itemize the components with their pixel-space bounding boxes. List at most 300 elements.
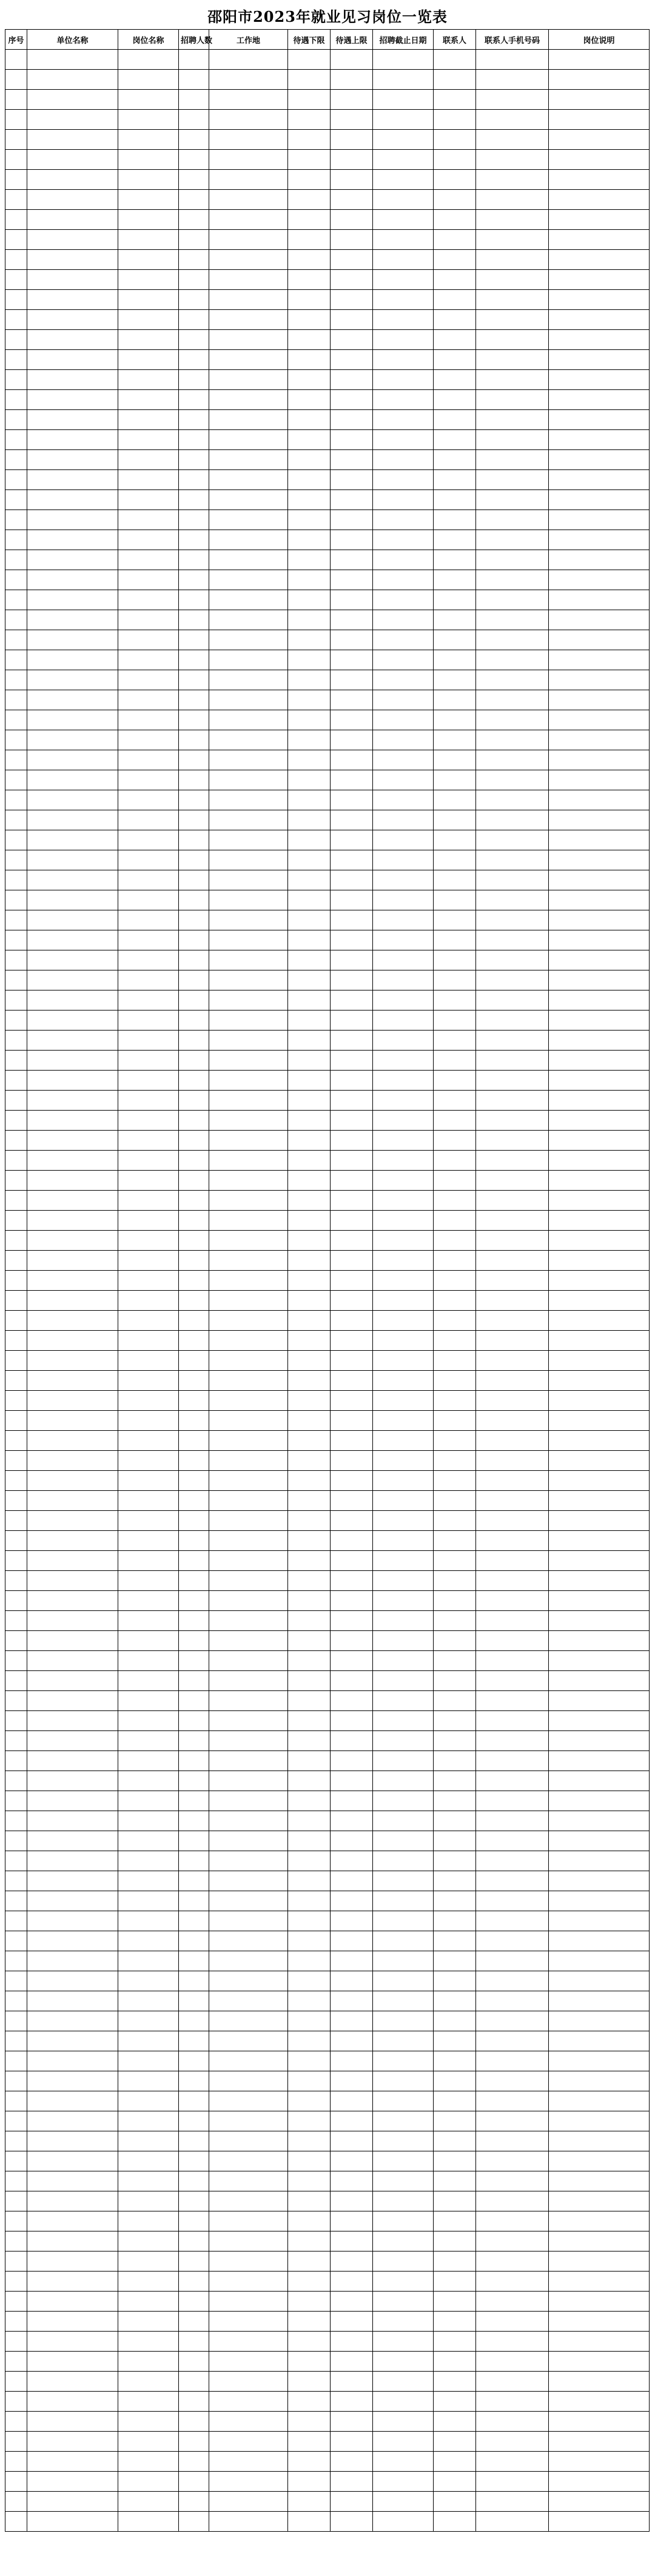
table-cell: [5, 2171, 27, 2191]
table-cell: [179, 610, 209, 630]
table-cell: [27, 330, 118, 350]
table-row: [5, 1831, 650, 1851]
table-cell: [27, 770, 118, 790]
table-cell: [179, 530, 209, 550]
table-cell: [27, 1031, 118, 1051]
table-cell: [434, 1631, 476, 1651]
table-row: [5, 650, 650, 670]
table-cell: [549, 1171, 650, 1191]
table-cell: [179, 870, 209, 890]
table-cell: [209, 1151, 288, 1171]
table-cell: [288, 1891, 331, 1911]
table-cell: [373, 1931, 434, 1951]
table-cell: [179, 110, 209, 130]
table-row: [5, 1091, 650, 1111]
table-cell: [331, 1631, 373, 1651]
table-row: [5, 2472, 650, 2492]
table-cell: [118, 850, 179, 870]
table-row: [5, 390, 650, 410]
table-cell: [331, 150, 373, 170]
table-cell: [209, 1851, 288, 1871]
table-cell: [209, 2031, 288, 2051]
table-cell: [27, 2131, 118, 2151]
table-cell: [434, 1951, 476, 1971]
table-cell: [118, 2171, 179, 2191]
table-cell: [179, 1751, 209, 1771]
table-cell: [5, 1091, 27, 1111]
table-cell: [434, 1851, 476, 1871]
table-cell: [434, 790, 476, 810]
table-cell: [373, 2312, 434, 2332]
table-cell: [434, 1091, 476, 1111]
table-cell: [179, 290, 209, 310]
table-cell: [118, 350, 179, 370]
table-row: [5, 1011, 650, 1031]
table-cell: [549, 1291, 650, 1311]
table-cell: [434, 310, 476, 330]
table-cell: [27, 2231, 118, 2251]
table-cell: [5, 870, 27, 890]
table-cell: [476, 2372, 549, 2392]
table-cell: [5, 1371, 27, 1391]
table-row: [5, 2452, 650, 2472]
table-cell: [288, 2472, 331, 2492]
table-cell: [27, 1391, 118, 1411]
table-cell: [118, 1131, 179, 1151]
table-cell: [27, 550, 118, 570]
table-cell: [5, 2231, 27, 2251]
table-cell: [27, 2512, 118, 2532]
table-cell: [118, 2312, 179, 2332]
table-cell: [5, 290, 27, 310]
table-cell: [331, 630, 373, 650]
table-cell: [373, 770, 434, 790]
table-cell: [118, 2051, 179, 2071]
table-cell: [549, 2091, 650, 2111]
table-cell: [179, 2251, 209, 2272]
table-cell: [179, 1411, 209, 1431]
table-cell: [288, 1711, 331, 1731]
table-cell: [549, 450, 650, 470]
header-phone: 联系人手机号码: [476, 30, 549, 50]
table-cell: [118, 1111, 179, 1131]
table-cell: [118, 2432, 179, 2452]
table-cell: [434, 1171, 476, 1191]
table-cell: [549, 1751, 650, 1771]
table-cell: [5, 2071, 27, 2091]
table-row: [5, 1851, 650, 1871]
table-cell: [5, 1011, 27, 1031]
table-row: [5, 270, 650, 290]
table-cell: [27, 390, 118, 410]
table-row: [5, 1571, 650, 1591]
table-cell: [549, 2051, 650, 2071]
table-cell: [331, 1171, 373, 1191]
table-cell: [476, 1231, 549, 1251]
table-cell: [209, 2312, 288, 2332]
table-cell: [373, 1971, 434, 1991]
table-cell: [27, 90, 118, 110]
table-cell: [331, 1551, 373, 1571]
table-cell: [331, 1191, 373, 1211]
table-cell: [179, 1231, 209, 1251]
table-cell: [179, 1331, 209, 1351]
table-cell: [331, 2352, 373, 2372]
table-cell: [549, 110, 650, 130]
table-cell: [331, 1011, 373, 1031]
table-cell: [27, 1971, 118, 1991]
table-cell: [476, 1091, 549, 1111]
table-row: [5, 1911, 650, 1931]
table-cell: [5, 2312, 27, 2332]
table-cell: [434, 330, 476, 350]
table-row: [5, 410, 650, 430]
table-cell: [179, 2372, 209, 2392]
table-cell: [118, 1391, 179, 1411]
table-cell: [331, 1871, 373, 1891]
table-cell: [476, 1991, 549, 2011]
table-cell: [434, 2111, 476, 2131]
table-row: [5, 1131, 650, 1151]
table-cell: [209, 410, 288, 430]
table-cell: [434, 1071, 476, 1091]
table-cell: [434, 1511, 476, 1531]
table-cell: [331, 650, 373, 670]
table-cell: [209, 2111, 288, 2131]
table-cell: [179, 930, 209, 950]
table-row: [5, 2312, 650, 2332]
table-cell: [331, 590, 373, 610]
table-cell: [434, 150, 476, 170]
table-cell: [549, 1031, 650, 1051]
table-cell: [434, 750, 476, 770]
table-cell: [331, 2312, 373, 2332]
table-cell: [179, 2272, 209, 2292]
table-cell: [5, 1611, 27, 1631]
table-cell: [373, 1271, 434, 1291]
table-cell: [118, 1611, 179, 1631]
table-cell: [5, 770, 27, 790]
table-row: [5, 1731, 650, 1751]
table-cell: [476, 2332, 549, 2352]
table-cell: [118, 450, 179, 470]
table-cell: [118, 190, 179, 210]
table-cell: [434, 1191, 476, 1211]
table-cell: [179, 470, 209, 490]
table-cell: [288, 1811, 331, 1831]
table-cell: [288, 690, 331, 710]
table-cell: [209, 2352, 288, 2372]
table-cell: [373, 690, 434, 710]
table-cell: [27, 2091, 118, 2111]
table-cell: [209, 1551, 288, 1571]
table-cell: [118, 230, 179, 250]
table-cell: [288, 670, 331, 690]
table-cell: [434, 1371, 476, 1391]
table-cell: [118, 1971, 179, 1991]
table-cell: [434, 1011, 476, 1031]
table-cell: [118, 50, 179, 70]
table-cell: [434, 2512, 476, 2532]
table-row: [5, 1171, 650, 1191]
table-cell: [209, 390, 288, 410]
table-cell: [288, 1371, 331, 1391]
table-cell: [288, 1251, 331, 1271]
table-row: [5, 1351, 650, 1371]
table-cell: [118, 1231, 179, 1251]
table-cell: [331, 1571, 373, 1591]
table-cell: [179, 730, 209, 750]
table-cell: [373, 490, 434, 510]
table-row: [5, 2432, 650, 2452]
table-cell: [179, 2131, 209, 2151]
table-cell: [549, 870, 650, 890]
table-cell: [373, 1811, 434, 1831]
table-row: [5, 230, 650, 250]
table-cell: [118, 1371, 179, 1391]
table-cell: [549, 1651, 650, 1671]
table-cell: [434, 530, 476, 550]
table-cell: [179, 1831, 209, 1851]
table-cell: [27, 650, 118, 670]
table-cell: [476, 1491, 549, 1511]
table-cell: [5, 1951, 27, 1971]
table-cell: [331, 810, 373, 830]
table-cell: [288, 2352, 331, 2372]
table-cell: [288, 630, 331, 650]
table-cell: [27, 510, 118, 530]
table-cell: [209, 50, 288, 70]
table-cell: [549, 1511, 650, 1531]
table-cell: [209, 1411, 288, 1431]
table-cell: [373, 1631, 434, 1651]
table-cell: [5, 390, 27, 410]
table-cell: [288, 2111, 331, 2131]
table-cell: [549, 1111, 650, 1131]
table-cell: [5, 1791, 27, 1811]
table-cell: [209, 1531, 288, 1551]
table-cell: [476, 2031, 549, 2051]
table-cell: [373, 1051, 434, 1071]
table-cell: [179, 2412, 209, 2432]
table-cell: [373, 610, 434, 630]
table-cell: [331, 290, 373, 310]
table-cell: [179, 1571, 209, 1591]
table-cell: [373, 370, 434, 390]
table-cell: [476, 1731, 549, 1751]
table-cell: [476, 850, 549, 870]
table-cell: [209, 710, 288, 730]
table-cell: [27, 130, 118, 150]
table-cell: [331, 1111, 373, 1131]
table-cell: [434, 1291, 476, 1311]
table-row: [5, 610, 650, 630]
table-cell: [434, 2031, 476, 2051]
table-cell: [179, 1731, 209, 1751]
table-cell: [476, 470, 549, 490]
table-row: [5, 970, 650, 990]
table-cell: [434, 2131, 476, 2151]
table-row: [5, 1251, 650, 1271]
table-row: [5, 1971, 650, 1991]
table-cell: [5, 1051, 27, 1071]
table-cell: [476, 330, 549, 350]
table-cell: [331, 1411, 373, 1431]
table-cell: [331, 1531, 373, 1551]
table-cell: [209, 2292, 288, 2312]
table-cell: [434, 2011, 476, 2031]
table-cell: [549, 1911, 650, 1931]
table-cell: [288, 710, 331, 730]
table-cell: [434, 2151, 476, 2171]
table-cell: [118, 1251, 179, 1271]
table-cell: [373, 550, 434, 570]
table-cell: [209, 1891, 288, 1911]
table-cell: [288, 890, 331, 910]
table-cell: [5, 1191, 27, 1211]
table-cell: [288, 90, 331, 110]
table-cell: [209, 270, 288, 290]
table-row: [5, 1931, 650, 1951]
table-cell: [549, 950, 650, 970]
table-cell: [476, 350, 549, 370]
table-cell: [434, 1991, 476, 2011]
table-cell: [288, 1991, 331, 2011]
table-cell: [288, 2512, 331, 2532]
table-cell: [288, 610, 331, 630]
table-cell: [27, 310, 118, 330]
table-cell: [288, 1611, 331, 1631]
table-cell: [373, 1111, 434, 1131]
table-cell: [209, 1511, 288, 1531]
table-cell: [549, 1791, 650, 1811]
table-cell: [118, 1351, 179, 1371]
table-cell: [209, 370, 288, 390]
table-cell: [549, 1931, 650, 1951]
table-cell: [476, 70, 549, 90]
table-cell: [288, 1771, 331, 1791]
table-cell: [373, 570, 434, 590]
table-cell: [373, 670, 434, 690]
table-cell: [373, 2111, 434, 2131]
table-cell: [476, 810, 549, 830]
table-cell: [118, 570, 179, 590]
table-cell: [288, 1171, 331, 1191]
table-cell: [5, 370, 27, 390]
table-cell: [118, 1511, 179, 1531]
table-cell: [179, 670, 209, 690]
table-header-row: [5, 30, 650, 50]
table-cell: [476, 2292, 549, 2312]
table-cell: [118, 90, 179, 110]
table-cell: [5, 990, 27, 1011]
table-cell: [434, 1611, 476, 1631]
table-cell: [209, 1991, 288, 2011]
table-cell: [209, 2091, 288, 2111]
table-cell: [5, 2352, 27, 2372]
table-cell: [179, 50, 209, 70]
table-row: [5, 2171, 650, 2191]
table-cell: [27, 2151, 118, 2171]
table-cell: [5, 630, 27, 650]
table-cell: [118, 1071, 179, 1091]
table-cell: [476, 2131, 549, 2151]
table-cell: [179, 2512, 209, 2532]
table-cell: [288, 410, 331, 430]
table-cell: [209, 2231, 288, 2251]
table-cell: [549, 1871, 650, 1891]
table-cell: [27, 1371, 118, 1391]
table-row: [5, 770, 650, 790]
table-cell: [476, 830, 549, 850]
table-row: [5, 2512, 650, 2532]
table-cell: [179, 1511, 209, 1531]
table-cell: [434, 910, 476, 930]
table-cell: [434, 990, 476, 1011]
table-cell: [118, 2071, 179, 2091]
table-cell: [179, 1311, 209, 1331]
table-cell: [179, 2191, 209, 2211]
table-cell: [209, 870, 288, 890]
table-cell: [549, 370, 650, 390]
table-cell: [476, 110, 549, 130]
table-cell: [209, 590, 288, 610]
table-cell: [331, 1671, 373, 1691]
table-cell: [5, 1871, 27, 1891]
table-cell: [476, 410, 549, 430]
table-cell: [476, 430, 549, 450]
table-cell: [118, 290, 179, 310]
table-cell: [476, 1611, 549, 1631]
table-cell: [476, 1391, 549, 1411]
table-cell: [434, 1431, 476, 1451]
table-cell: [373, 1991, 434, 2011]
table-cell: [288, 2412, 331, 2432]
table-cell: [288, 1751, 331, 1771]
table-cell: [434, 1131, 476, 1151]
table-cell: [434, 670, 476, 690]
table-cell: [179, 1771, 209, 1791]
table-cell: [288, 390, 331, 410]
table-cell: [118, 810, 179, 830]
table-cell: [373, 90, 434, 110]
table-cell: [179, 830, 209, 850]
table-cell: [331, 750, 373, 770]
table-cell: [179, 1911, 209, 1931]
table-cell: [179, 690, 209, 710]
table-cell: [179, 970, 209, 990]
table-cell: [27, 1611, 118, 1631]
table-cell: [118, 1671, 179, 1691]
table-cell: [373, 2432, 434, 2452]
table-cell: [179, 390, 209, 410]
table-cell: [27, 1451, 118, 1471]
header-index: 序号: [5, 30, 27, 50]
table-cell: [118, 550, 179, 570]
table-cell: [549, 1231, 650, 1251]
table-cell: [373, 2352, 434, 2372]
table-cell: [549, 890, 650, 910]
table-cell: [288, 1291, 331, 1311]
table-cell: [373, 2051, 434, 2071]
table-row: [5, 150, 650, 170]
table-cell: [118, 590, 179, 610]
table-cell: [179, 1531, 209, 1551]
table-cell: [288, 1631, 331, 1651]
table-cell: [331, 350, 373, 370]
table-cell: [27, 2492, 118, 2512]
table-cell: [5, 190, 27, 210]
